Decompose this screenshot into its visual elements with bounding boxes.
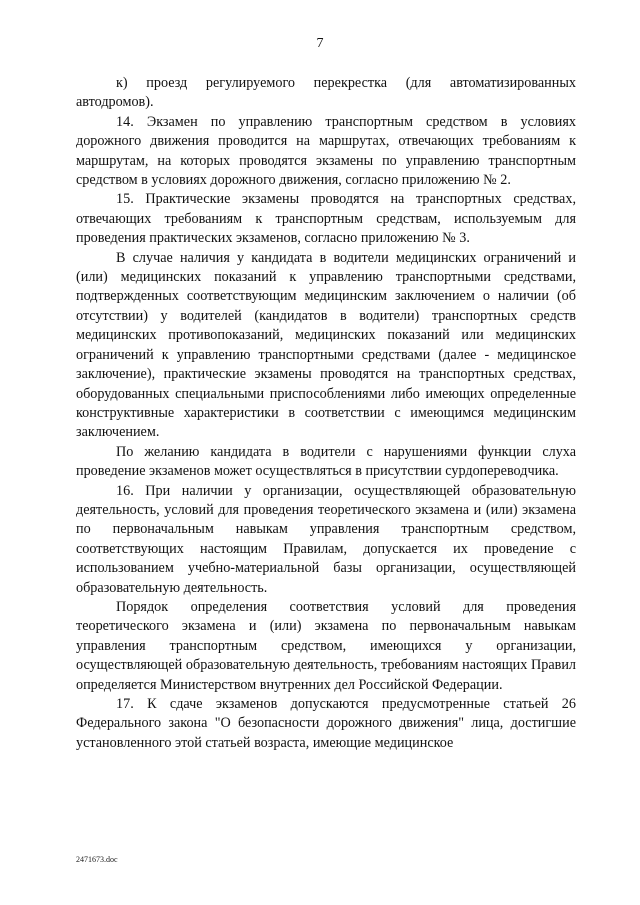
paragraph-conformity-procedure: Порядок определения соответствия условий для проведения теоретического экзамена и (или) экзамена по первоначальным навыкам управления транспортным средством, имеющихся у организации, осуществляющей образовательную деятельность, требованиям настоящих Правил определяется Министерством внутренних дел Российской Федерации. xyxy=(76,598,576,693)
paragraph-medical-conditions: В случае наличия у кандидата в водители медицинских ограничений и (или) медицинских показаний к управлению транспортными средствами, подтвержденных соответствующим медицинским заключением о наличии (об отсутствии) у водителей (кандидатов в водители) транспортных средств медицинских противопоказаний, медицинских показаний или медицинских ограничений к управлению транспортными средствами (далее - медицинское заключение), практические экзамены проводятся на транспортных средствах, оборудованных специальными приспособлениями либо имеющих определенные конструктивные характеристики в соответствии с имеющимся медицинским заключением. xyxy=(76,249,576,441)
paragraph-17: 17. К сдаче экзаменов допускаются предусмотренные статьей 26 Федерального закона "О безопасности дорожного движения" лица, достигшие установленного этой статьей возраста, имеющие медицинское xyxy=(76,696,576,751)
paragraph-sign-interpreter: По желанию кандидата в водители с нарушениями функции слуха проведение экзаменов может осуществляться в присутствии сурдопереводчика. xyxy=(76,443,576,480)
paragraph-14: 14. Экзамен по управлению транспортным средством в условиях дорожного движения проводится на маршрутах, отвечающих требованиям к маршрутам, на которых проводятся экзамены по управлению транспортным средством в условиях дорожного движения, согласно приложению № 2. xyxy=(76,113,576,189)
paragraph-15: 15. Практические экзамены проводятся на транспортных средствах, отвечающих требованиям к транспортным средствам, используемым для проведения практических экзаменов, согласно приложению № 3. xyxy=(76,191,576,247)
paragraph-item-k: к) проезд регулируемого перекрестка (для автоматизированных автодромов). xyxy=(76,75,576,111)
paragraph-16: 16. При наличии у организации, осуществляющей образовательную деятельность, условий для проведения теоретического экзамена и (или) экзамена по первоначальным навыкам управления транспортным средством, соответствующих настоящим Правилам, допускается их проведение с использованием учебно-материальной базы организации, осуществляющей образовательную деятельность. xyxy=(76,482,576,596)
document-body xyxy=(76,74,576,753)
page-number: 7 xyxy=(316,36,324,51)
file-name-footer: 2471673.doc xyxy=(76,855,118,864)
